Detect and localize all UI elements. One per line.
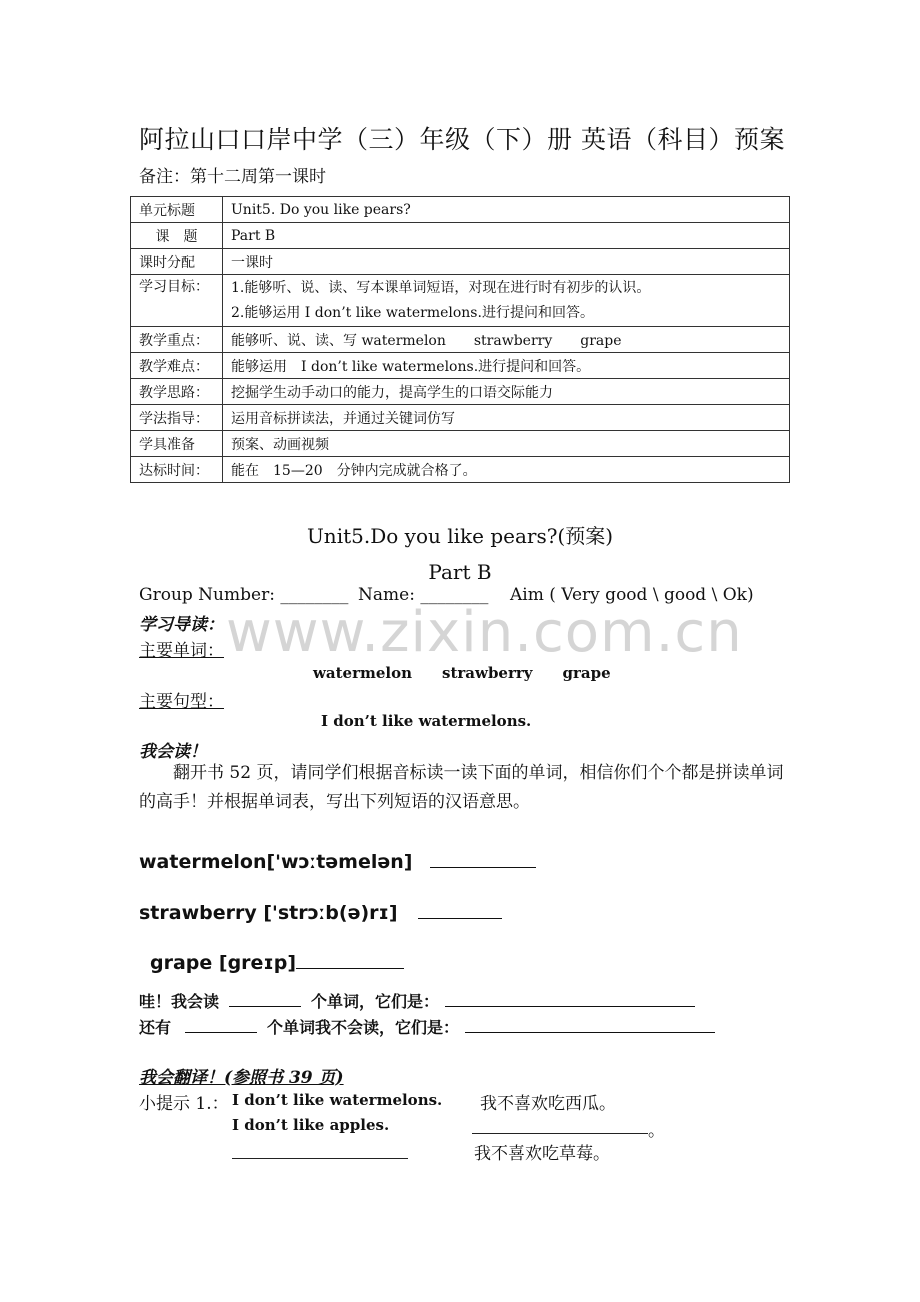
words-blank[interactable] xyxy=(445,988,695,1007)
count-line-2 xyxy=(139,1014,715,1038)
table-row xyxy=(131,353,790,379)
word-strawberry: strawberry ['strɔːb(ə)rɪ] xyxy=(139,902,398,924)
read-paragraph: 翻开书 52 页，请同学们根据音标读一读下面的单词，相信你们个个都是拼读单词的高手！并根据单词表，写出下列短语的汉语意思。 xyxy=(139,763,784,812)
read-label: 我会读！ xyxy=(139,742,207,762)
count-text: 个单词我不会读，它们是： xyxy=(267,1018,460,1037)
table-value: 一课时 xyxy=(223,249,790,275)
objective-1: 1.能够听、说、读、写本课单词短语，对现在进行时有初步的认识。 xyxy=(231,279,651,296)
table-key: 单元标题 xyxy=(131,197,223,223)
pattern-label: 主要句型： xyxy=(139,692,224,712)
hint-label: 小提示 1.： xyxy=(139,1094,229,1114)
count-text: 还有 xyxy=(139,1018,172,1037)
table-key: 达标时间： xyxy=(131,457,223,483)
group-number-field[interactable]: Group Number: ________ xyxy=(139,585,349,605)
table-value: 运用音标拼读法，并通过关键词仿写 xyxy=(223,405,790,431)
count-line-1 xyxy=(139,988,695,1012)
table-row xyxy=(131,431,790,457)
table-key: 学法指导： xyxy=(131,405,223,431)
table-key: 课 题 xyxy=(131,223,223,249)
word-row-grape xyxy=(150,950,404,974)
table-value: 预案、动画视频 xyxy=(223,431,790,457)
aim-rating: Aim ( Very good \ good \ Ok) xyxy=(510,585,754,605)
table-row xyxy=(131,223,790,249)
table-row xyxy=(131,379,790,405)
key-words: watermelon strawberry grape xyxy=(313,664,611,682)
table-key: 课时分配 xyxy=(131,249,223,275)
table-key: 教学思路： xyxy=(131,379,223,405)
table-value: Part B xyxy=(223,223,790,249)
part-heading: Part B xyxy=(428,560,492,584)
table-key: 学习目标： xyxy=(131,275,223,327)
example-cn-3: 我不喜欢吃草莓。 xyxy=(474,1144,610,1164)
table-key: 教学重点： xyxy=(131,327,223,353)
word-row-watermelon xyxy=(139,849,536,873)
table-value: 挖掘学生动手动口的能力，提高学生的口语交际能力 xyxy=(223,379,790,405)
count-text: 个单词，它们是： xyxy=(311,992,440,1011)
example-en-2: I don’t like apples. xyxy=(232,1116,390,1134)
unit-heading: Unit5.Do you like pears?(预案) xyxy=(306,524,614,548)
word-grape: grape [greɪp] xyxy=(150,952,297,974)
answer-blank[interactable] xyxy=(430,849,536,868)
words-blank[interactable] xyxy=(465,1014,715,1033)
table-key: 教学难点： xyxy=(131,353,223,379)
translation-blank[interactable] xyxy=(232,1158,408,1159)
table-row xyxy=(131,327,790,353)
key-pattern: I don’t like watermelons. xyxy=(321,712,532,730)
page-title: 阿拉山口口岸中学（三）年级（下）册 英语（科目）预案 xyxy=(139,125,785,154)
table-row xyxy=(131,197,790,223)
table-value: Unit5. Do you like pears? xyxy=(223,197,790,223)
table-row xyxy=(131,405,790,431)
watermark: www.zixin.com.cn xyxy=(226,600,743,665)
lesson-note: 备注：第十二周第一课时 xyxy=(139,167,326,187)
table-value: 能够听、说、读、写 watermelon strawberry grape xyxy=(223,327,790,353)
count-blank[interactable] xyxy=(185,1014,257,1033)
table-value xyxy=(223,275,790,327)
translation-blank[interactable] xyxy=(472,1133,648,1134)
info-table xyxy=(130,196,790,483)
answer-blank[interactable] xyxy=(296,950,404,969)
table-row xyxy=(131,249,790,275)
table-value: 能在 15—20 分钟内完成就合格了。 xyxy=(223,457,790,483)
example-cn-1: 我不喜欢吃西瓜。 xyxy=(480,1094,616,1114)
guide-label: 学习导读： xyxy=(139,615,224,635)
table-row xyxy=(131,275,790,327)
period: 。 xyxy=(648,1121,665,1141)
objective-2: 2.能够运用 I don’t like watermelons.进行提问和回答。 xyxy=(231,304,594,321)
table-row xyxy=(131,457,790,483)
word-row-strawberry xyxy=(139,900,502,924)
table-value: 能够运用 I don’t like watermelons.进行提问和回答。 xyxy=(223,353,790,379)
table-key: 学具准备 xyxy=(131,431,223,457)
word-watermelon: watermelon['wɔːtəmelən] xyxy=(139,851,413,873)
count-text: 哇！我会读 xyxy=(139,992,220,1011)
example-en-1: I don’t like watermelons. xyxy=(232,1091,443,1109)
count-blank[interactable] xyxy=(229,988,301,1007)
answer-blank[interactable] xyxy=(418,900,502,919)
translate-label: 我会翻译！(参照书 39 页) xyxy=(139,1068,344,1088)
words-label: 主要单词： xyxy=(139,641,224,661)
name-field[interactable]: Name: ________ xyxy=(358,585,489,605)
